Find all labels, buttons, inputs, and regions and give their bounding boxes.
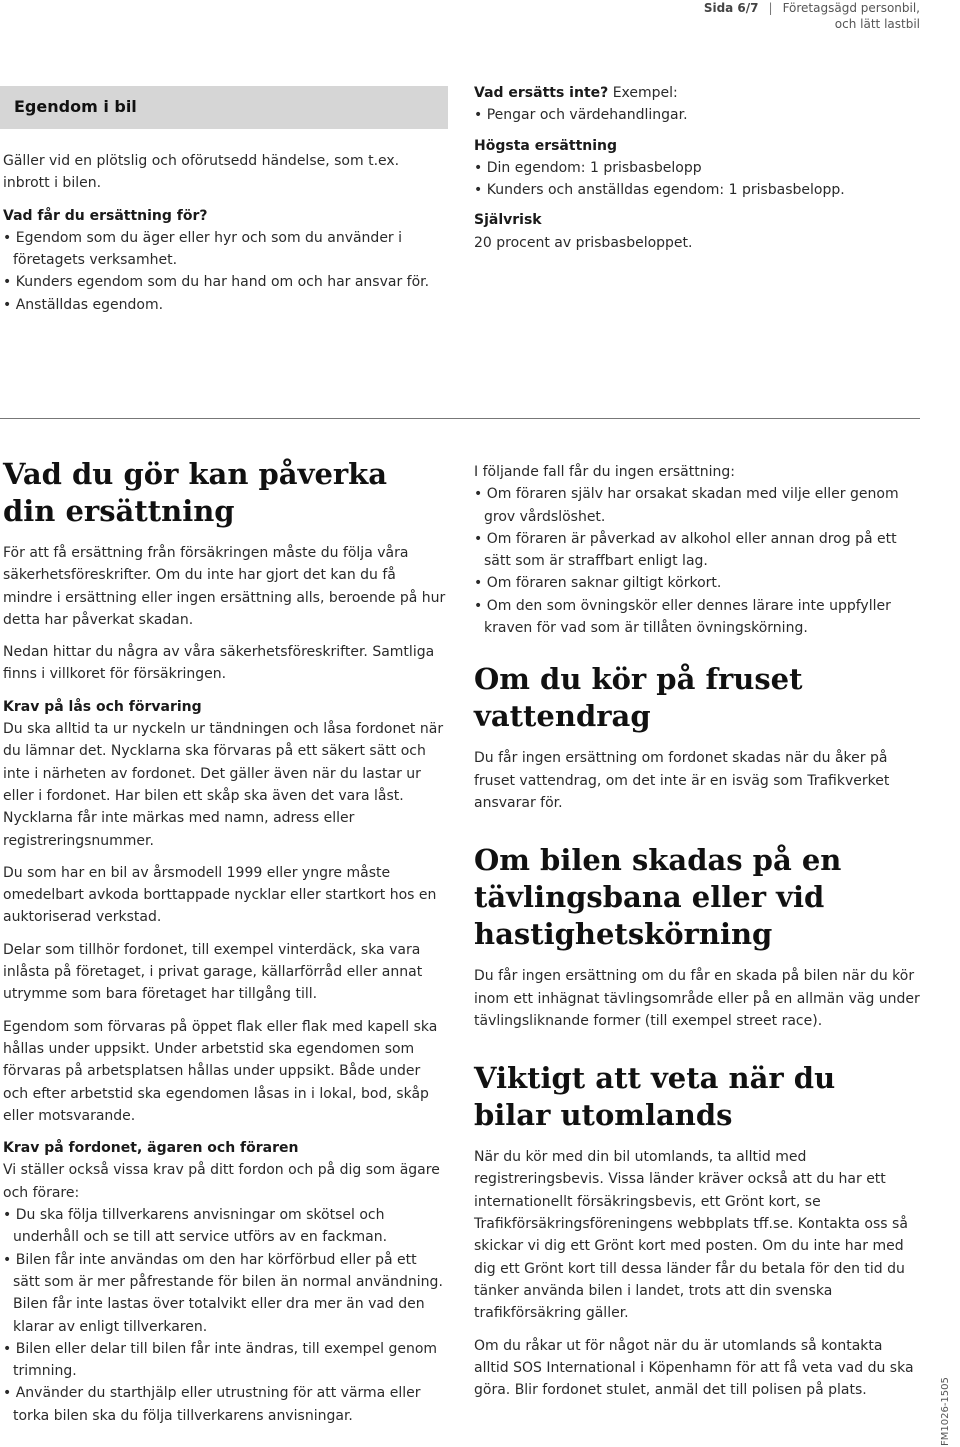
coverage-details (474, 82, 914, 254)
paragraph: Du får ingen ersättning om fordonet skadas när du åker på fruset vattendrag, om det inte är en isväg som Trafikverket ansvarar för. (474, 750, 890, 811)
paragraph: Vi ställer också vissa krav på ditt fordon och på dig som ägare och förare: (3, 1162, 440, 1201)
section-divider (0, 418, 920, 419)
list-item: • Kunders och anställdas egendom: 1 prisbasbelopp. (474, 179, 914, 201)
list-item: • Om föraren saknar giltigt körkort. (474, 572, 920, 594)
list-item: • Din egendom: 1 prisbasbelopp (474, 157, 914, 179)
not-covered-heading: Vad ersätts inte? (474, 85, 609, 101)
paragraph: Om du råkar ut för något när du är utomlands så kontakta alltid SOS International i Köpenhamn för att få veta vad du ska göra. Blir fordonet stulet, anmäl det till polisen på plats. (474, 1337, 914, 1399)
paragraph: Nedan hittar du några av våra säkerhetsföreskrifter. Samtliga finns i villkoret för försäkringen. (3, 644, 435, 683)
header-separator: | (768, 1, 773, 15)
paragraph: När du kör med din bil utomlands, ta alltid med registreringsbevis. Vissa länder kräver också att du har ett internationellt försäkringsbevis, ett Grönt kort, se Trafikförsäkringsföreningens webbplats tff.se. Kontakta oss så skickar vi dig ett Grönt kort med posten. Om du inte har med dig ett Grönt kort till dessa länder får du betala för den tid du tänker använda bilen i landet, trots att din svenska trafikförsäkring gäller. (474, 1149, 908, 1322)
heading-racetrack: Om bilen skadas på en tävlingsbana eller vid hastighetskörning (474, 843, 842, 952)
page-number: Sida 6/7 (703, 1, 759, 15)
list-item: • Pengar och värdehandlingar. (474, 104, 914, 126)
example-label: Exempel: (608, 85, 678, 101)
form-code: FM1026-1505 (940, 1377, 951, 1446)
list-item: • Bilen eller delar till bilen får inte ändras, till exempel genom trimning. (3, 1338, 446, 1383)
left-column (3, 456, 446, 1427)
section-title: Egendom i bil (14, 97, 137, 116)
list-item: • Om föraren själv har orsakat skadan med vilje eller genom grov vårdslöshet. (474, 483, 920, 528)
deductible-text: 20 procent av prisbasbeloppet. (474, 234, 693, 251)
page-header (704, 0, 920, 32)
heading-safety: Vad du gör kan påverka din ersättning (3, 457, 388, 528)
document-name-line1: Företagsägd personbil, (782, 1, 920, 15)
paragraph: Du ska alltid ta ur nyckeln ur tändningen och låsa fordonet när du lämnar det. Nycklarna ska förvaras på ett säkert sätt och inte i närheten av fordonet. Det gäller även när du lastar ur eller i fordonet. Har bilen ett skåp ska även det vara låst. Nycklarna får inte märkas med namn, adress eller registreringsnummer. (3, 721, 444, 849)
heading-abroad: Viktigt att veta när du bilar utomlands (474, 1061, 836, 1133)
right-column (474, 461, 920, 1401)
lock-heading: Krav på lås och förvaring (3, 698, 202, 715)
paragraph: För att få ersättning från försäkringen måste du följa våra säkerhetsföreskrifter. Om du inte har gjort det kan du få mindre i ersättning eller ingen ersättning alls, beroende på hur detta har påverkat skadan. (3, 545, 446, 628)
list-item: • Egendom som du äger eller hyr och som du använder i företagets verksamhet. (3, 227, 443, 272)
property-in-car-section (3, 150, 443, 316)
covered-heading: Vad får du ersättning för? (3, 207, 208, 224)
list-item: • Om föraren är påverkad av alkohol eller annan drog på ett sätt som är straffbart enligt lag. (474, 528, 920, 573)
list-item: • Du ska följa tillverkarens anvisningar om skötsel och underhåll och se till att service utförs av en fackman. (3, 1204, 446, 1249)
paragraph: Du får ingen ersättning om du får en skada på bilen när du kör inom ett inhägnat tävlingsområde eller på en allmän väg under tävlingsliknande former (till exempel street race). (474, 968, 920, 1029)
paragraph: Du som har en bil av årsmodell 1999 eller yngre måste omedelbart avkoda borttappade nycklar eller startkort hos en auktoriserad verkstad. (3, 864, 437, 926)
section-title-box (0, 86, 448, 129)
list-item: • Bilen får inte användas om den har körförbud eller på ett sätt som är mer påfrestande för bilen än normal användning. Bilen får inte lastas över totalvikt eller dra mer än vad den klarar av enligt tillverkaren. (3, 1249, 446, 1338)
heading-frozen-water: Om du kör på fruset vattendrag (474, 662, 803, 734)
intro-text: Gäller vid en plötslig och oförutsedd händelse, som t.ex. inbrott i bilen. (3, 153, 400, 192)
vehicle-heading: Krav på fordonet, ägaren och föraren (3, 1140, 299, 1157)
deductible-heading: Självrisk (474, 212, 542, 229)
header-line-1 (704, 0, 920, 16)
list-item: • Använder du starthjälp eller utrustning för att värma eller torka bilen ska du följa tillverkarens anvisningar. (3, 1382, 446, 1427)
list-item: • Anställdas egendom. (3, 294, 443, 316)
paragraph: Delar som tillhör fordonet, till exempel vinterdäck, ska vara inlåsta på företaget, i privat garage, källarförråd eller annat utrymme som bara företaget har tillgång till. (3, 941, 423, 1003)
document-name-line2: och lätt lastbil (834, 17, 920, 31)
max-compensation-heading: Högsta ersättning (474, 137, 618, 154)
paragraph: Egendom som förvaras på öppet flak eller flak med kapell ska hållas under uppsikt. Under arbetstid ska egendomen som förvaras på arbetsplatsen hållas under uppsikt. Både under och efter arbetstid ska egendomen låsas in i lokal, bod, skåp eller motsvarande. (3, 1018, 438, 1124)
paragraph: I följande fall får du ingen ersättning: (474, 464, 735, 480)
list-item: • Om den som övningskör eller dennes lärare inte uppfyller kraven för vad som är tillåten övningskörning. (474, 595, 920, 640)
list-item: • Kunders egendom som du har hand om och har ansvar för. (3, 271, 443, 293)
not-covered-line (474, 82, 914, 104)
